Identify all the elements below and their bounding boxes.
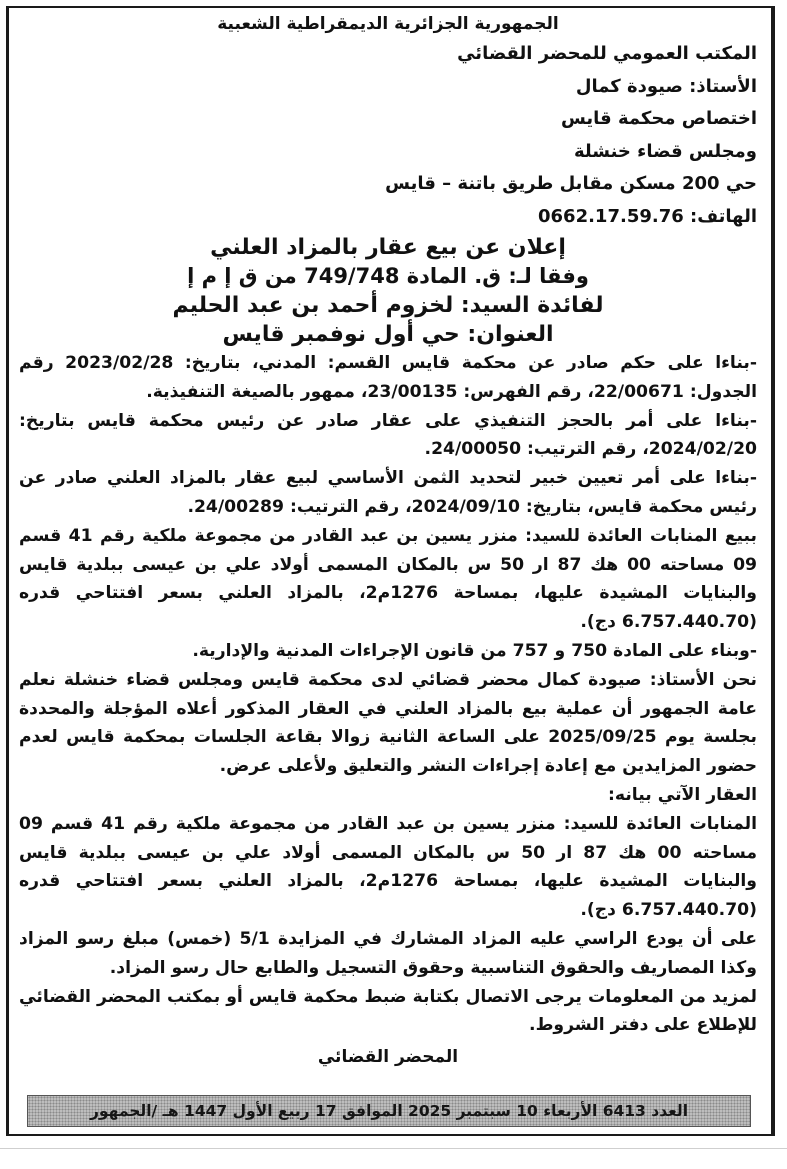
paragraph-judgment: -بناءا على حكم صادر عن محكمة قايس القسم: المدني، بتاريخ: 2023/02/28 رقم الجدول: 22/00671، رقم الفهرس: 23/00135، ممهور بالصيغة التنفيذية. (19, 353, 757, 402)
beneficiary-address: العنوان: حي أول نوفمبر قايس (222, 322, 554, 347)
scan-artifact-line (0, 1148, 787, 1149)
paragraph-contact: لمزيد من المعلومات يرجى الاتصال بكتابة ضبط محكمة قايس أو بمكتب المحضر القضائي للإطلاع على دفتر الشروط. (19, 986, 757, 1036)
signature: المحضر القضائي (317, 1047, 459, 1068)
bailiff-name: الأستاذ: صيودة كمال (575, 75, 757, 97)
office-address: حي 200 مسكن مقابل طريق باتنة – قايس (385, 173, 757, 194)
republic-heading: الجمهورية الجزائرية الديمقراطية الشعبية (217, 14, 559, 34)
notice-page (6, 6, 775, 1136)
legal-basis: وفقا لـ: ق. المادة 749/748 من ق إ م إ (187, 264, 589, 288)
beneficiary: لفائدة السيد: لخزوم أحمد بن عبد الحليم (172, 293, 604, 318)
paragraph-property-heading: العقار الآتي بيانه: (608, 784, 757, 805)
paragraph-deposit-terms: على أن يودع الراسي عليه المزاد المشارك في المزايدة 5/1 (خمس) مبلغ رسو المزاد وكذا المصاريف والحقوق التناسبية وحقوق التسجيل والطابع حال رسو المزاد. (19, 928, 757, 978)
paragraph-sale-description: ببيع المنابات العائدة للسيد: منزر يسين بن عبد القادر من مجموعة ملكية رقم 41 قسم 09 مساحته 00 هك 87 ار 50 س بالمكان المسمى أولاد علي بن عيسى ببلدية قايس والبنايات المشيدة عليها، بمساحة 1276م2، بالمزاد العلني بسعر افتتاحي قدره (6.757.440.70 دج). (19, 525, 757, 633)
paragraph-seizure-order: -بناءا على أمر بالحجز التنفيذي على عقار صادر عن رئيس محكمة قايس بتاريخ: 2024/02/20، رقم الترتيب: 24/00050. (19, 410, 757, 460)
office-name: المكتب العمومي للمحضر القضائي (457, 43, 757, 64)
jurisdiction-council: ومجلس قضاء خنشلة (573, 140, 757, 162)
office-phone: الهاتف: 0662.17.59.76 (538, 205, 757, 227)
publication-footer: العدد 6413 الأربعاء 10 سبتمبر 2025 الموافق 17 ربيع الأول 1447 هـ /الجمهور (27, 1095, 751, 1127)
paragraph-expert-order: -بناءا على أمر تعيين خبير لتحديد الثمن الأساسي لبيع عقار بالمزاد العلني صادر عن رئيس محكمة قايس، بتاريخ: 2024/09/10، رقم الترتيب: 24/00289. (19, 468, 757, 517)
paragraph-announcement: نحن الأستاذ: صيودة كمال محضر قضائي لدى محكمة قايس ومجلس قضاء خنشلة نعلم عامة الجمهور أن عملية بيع بالمزاد العلني في العقار المذكور أعلاه المؤجلة والمحددة بجلسة يوم 2025/09/25 على الساعة الثانية زوالا بقاعة الجلسات بمحكمة قايس لعدم حضور المزايدين مع إعادة إجراءات النشر والتعليق ولأعلى عرض. (19, 669, 757, 777)
notice-content (19, 10, 757, 1072)
paragraph-property-description: المنابات العائدة للسيد: منزر يسين بن عبد القادر من مجموعة ملكية رقم 41 قسم 09 مساحته 00 هك 87 ار 50 س بالمكان المسمى أولاد علي بن عيسى ببلدية قايس والبنايات المشيدة عليها، بمساحة 1276م2، بالمزاد العلني بسعر افتتاحي قدره (6.757.440.70 دج). (19, 813, 757, 921)
notice-title: إعلان عن بيع عقار بالمزاد العلني (210, 235, 566, 260)
jurisdiction-court: اختصاص محكمة قايس (560, 108, 757, 129)
paragraph-legal-articles: -وبناء على المادة 750 و 757 من قانون الإجراءات المدنية والإدارية. (192, 640, 757, 661)
